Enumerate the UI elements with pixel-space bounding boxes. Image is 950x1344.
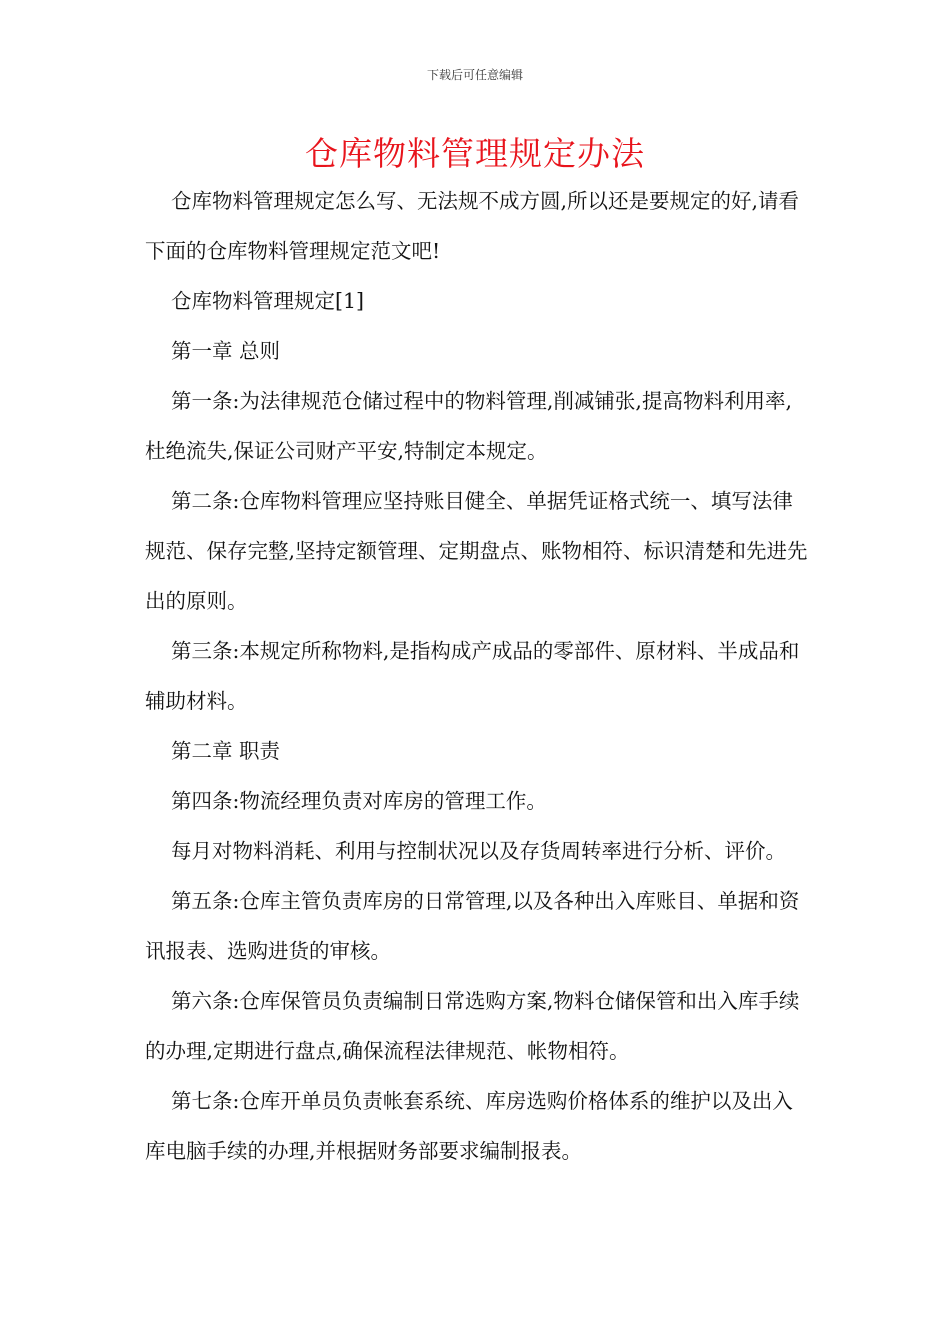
chapter-heading-1: 第一章 总则 bbox=[171, 339, 281, 363]
article-6: 第六条:仓库保管员负责编制日常选购方案,物料仓储保管和出入库手续的办理,定期进行盘点,确保流程法律规范、帐物相符。 bbox=[145, 989, 800, 1063]
article-2: 第二条:仓库物料管理应坚持账目健全、单据凭证格式统一、填写法律规范、保存完整,坚持定额管理、定期盘点、账物相符、标识清楚和先进先出的原则。 bbox=[145, 489, 808, 613]
article-1: 第一条:为法律规范仓储过程中的物料管理,削减铺张,提高物料利用率,杜绝流失,保证公司财产平安,特制定本规定。 bbox=[145, 389, 792, 463]
header-note: 下载后可任意编辑 bbox=[426, 68, 523, 82]
article-7: 第七条:仓库开单员负责帐套系统、库房选购价格体系的维护以及出入库电脑手续的办理,并根据财务部要求编制报表。 bbox=[145, 1089, 793, 1163]
chapter-heading-2: 第二章 职责 bbox=[171, 739, 281, 763]
intro-paragraph: 仓库物料管理规定怎么写、无法规不成方圆,所以还是要规定的好,请看下面的仓库物料管理规定范文吧! bbox=[145, 189, 800, 263]
section-label: 仓库物料管理规定[1] bbox=[171, 289, 365, 313]
article-3: 第三条:本规定所称物料,是指构成产成品的零部件、原材料、半成品和辅助材料。 bbox=[145, 639, 800, 713]
article-5: 第五条:仓库主管负责库房的日常管理,以及各种出入库账目、单据和资讯报表、选购进货的审核。 bbox=[145, 889, 800, 963]
document-body bbox=[145, 176, 810, 1176]
article-4: 第四条:物流经理负责对库房的管理工作。 bbox=[171, 789, 547, 813]
document-title: 仓库物料管理规定办法 bbox=[305, 134, 645, 173]
article-4-detail: 每月对物料消耗、利用与控制状况以及存货周转率进行分析、评价。 bbox=[171, 839, 786, 863]
